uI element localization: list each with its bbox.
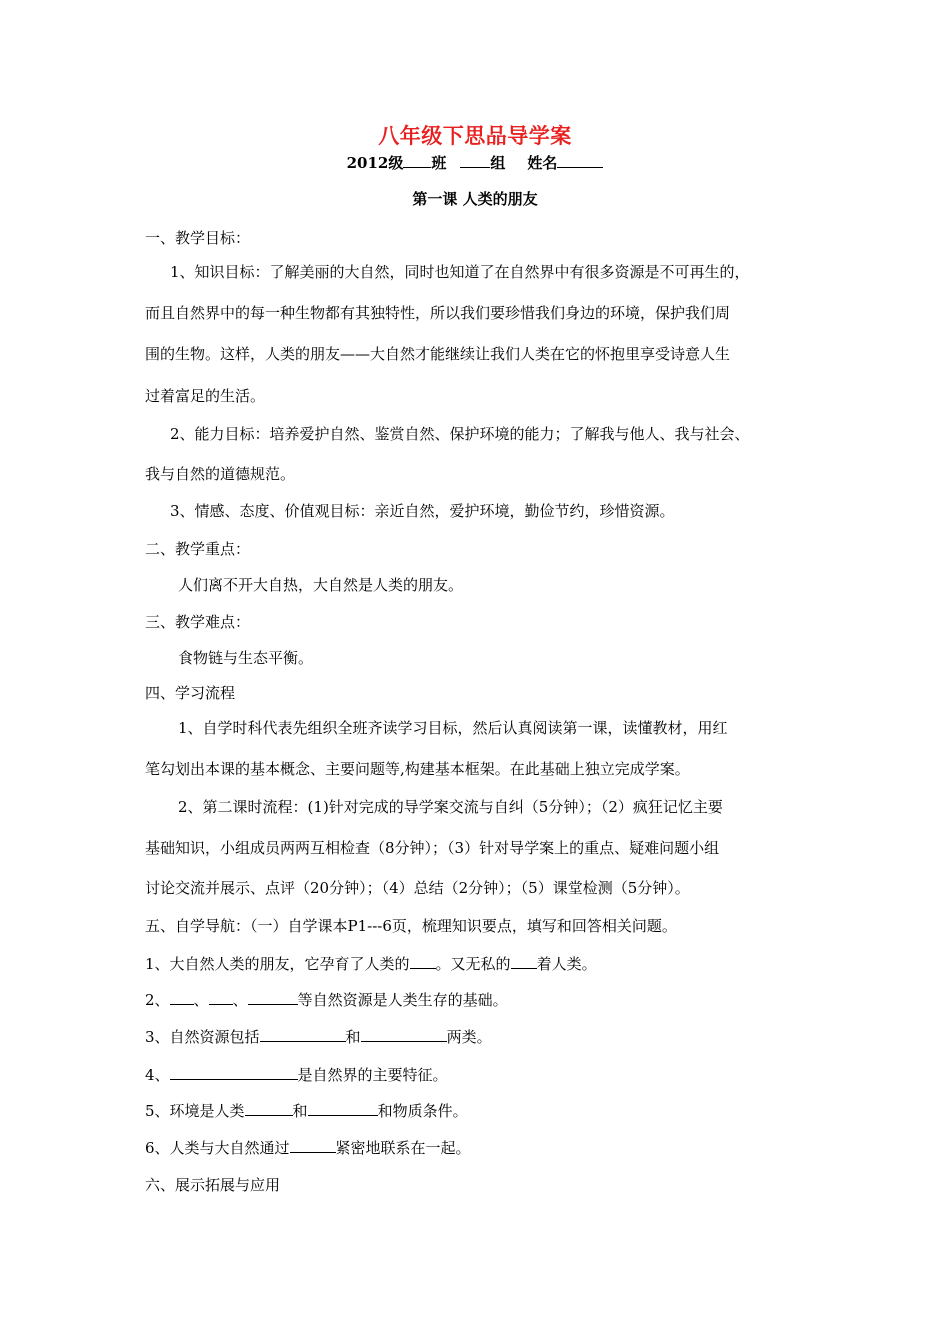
paragraph-line: 2、能力目标：培养爱护自然、鉴赏自然、保护环境的能力；了解我与他人、我与社会、	[170, 425, 750, 443]
question-3: 3、自然资源包括 和 两类。	[145, 1028, 492, 1046]
document-title: 八年级下思品导学案	[378, 123, 572, 148]
paragraph-line: 围的生物。这样，人类的朋友——大自然才能继续让我们人类在它的怀抱里享受诗意人生	[145, 345, 731, 363]
paragraph-line: 3、情感、态度、价值观目标：亲近自然，爱护环境，勤俭节约，珍惜资源。	[170, 502, 675, 520]
answer-blank[interactable]	[361, 1027, 447, 1042]
section-heading-process: 四、学习流程	[145, 684, 236, 702]
answer-blank[interactable]	[260, 1027, 346, 1042]
paragraph-line: 1、知识目标：了解美丽的大自然，同时也知道了在自然界中有很多资源是不可再生的，	[170, 263, 750, 281]
section-heading-key-points: 二、教学重点：	[145, 540, 251, 558]
section-heading-objectives: 一、教学目标：	[145, 229, 251, 247]
section-heading-difficulties: 三、教学难点：	[145, 613, 251, 631]
paragraph-line: 我与自然的道德规范。	[145, 465, 296, 483]
class-blank	[403, 154, 431, 168]
grade-year: 2012级	[346, 154, 404, 172]
answer-blank[interactable]	[290, 1138, 336, 1153]
answer-blank[interactable]	[308, 1101, 378, 1116]
class-label: 班	[431, 154, 447, 172]
answer-blank[interactable]	[170, 990, 194, 1005]
paragraph-line: 2、第二课时流程：(1)针对完成的导学案交流与自纠（5分钟）；（2）疯狂记忆主要	[178, 798, 723, 816]
paragraph-line: 笔勾划出本课的基本概念、主要问题等,构建基本框架。在此基础上独立完成学案。	[145, 760, 690, 778]
paragraph-line: 人们离不开大自热，大自然是人类的朋友。	[178, 576, 464, 594]
paragraph-line: 而且自然界中的每一种生物都有其独特性，所以我们要珍惜我们身边的环境，保护我们周	[145, 304, 731, 322]
question-5: 5、环境是人类 和 和物质条件。	[145, 1102, 468, 1120]
section-heading-extension: 六、展示拓展与应用	[145, 1176, 281, 1194]
paragraph-line: 食物链与生态平衡。	[178, 649, 314, 667]
group-label: 组	[490, 154, 506, 172]
answer-blank[interactable]	[410, 954, 436, 969]
paragraph-line: 基础知识，小组成员两两互相检查（8分钟）；（3）针对导学案上的重点、疑难问题小组	[145, 839, 720, 857]
question-6: 6、人类与大自然通过 紧密地联系在一起。	[145, 1139, 471, 1157]
section-heading-self-study: 五、自学导航：（一）自学课本P1---6页，梳理知识要点，填写和回答相关问题。	[145, 917, 677, 935]
student-info-line	[0, 152, 950, 173]
question-4: 4、 是自然界的主要特征。	[145, 1066, 448, 1084]
lesson-title: 第一课 人类的朋友	[412, 190, 538, 208]
paragraph-line: 讨论交流并展示、点评（20分钟）；（4）总结（2分钟）；（5）课堂检测（5分钟）。	[145, 879, 690, 897]
name-blank	[557, 154, 603, 168]
question-1: 1、大自然人类的朋友，它孕育了人类的 。又无私的 着人类。	[145, 955, 597, 973]
paragraph-line: 1、自学时科代表先组织全班齐读学习目标，然后认真阅读第一课，读懂教材，用红	[178, 719, 728, 737]
answer-blank[interactable]	[511, 954, 537, 969]
answer-blank[interactable]	[209, 990, 233, 1005]
answer-blank[interactable]	[170, 1065, 298, 1080]
name-label: 姓名	[527, 154, 558, 172]
question-2: 2、 、 、 等自然资源是人类生存的基础。	[145, 991, 508, 1009]
group-blank	[460, 154, 490, 168]
answer-blank[interactable]	[245, 1101, 293, 1116]
answer-blank[interactable]	[248, 990, 298, 1005]
paragraph-line: 过着富足的生活。	[145, 387, 266, 405]
